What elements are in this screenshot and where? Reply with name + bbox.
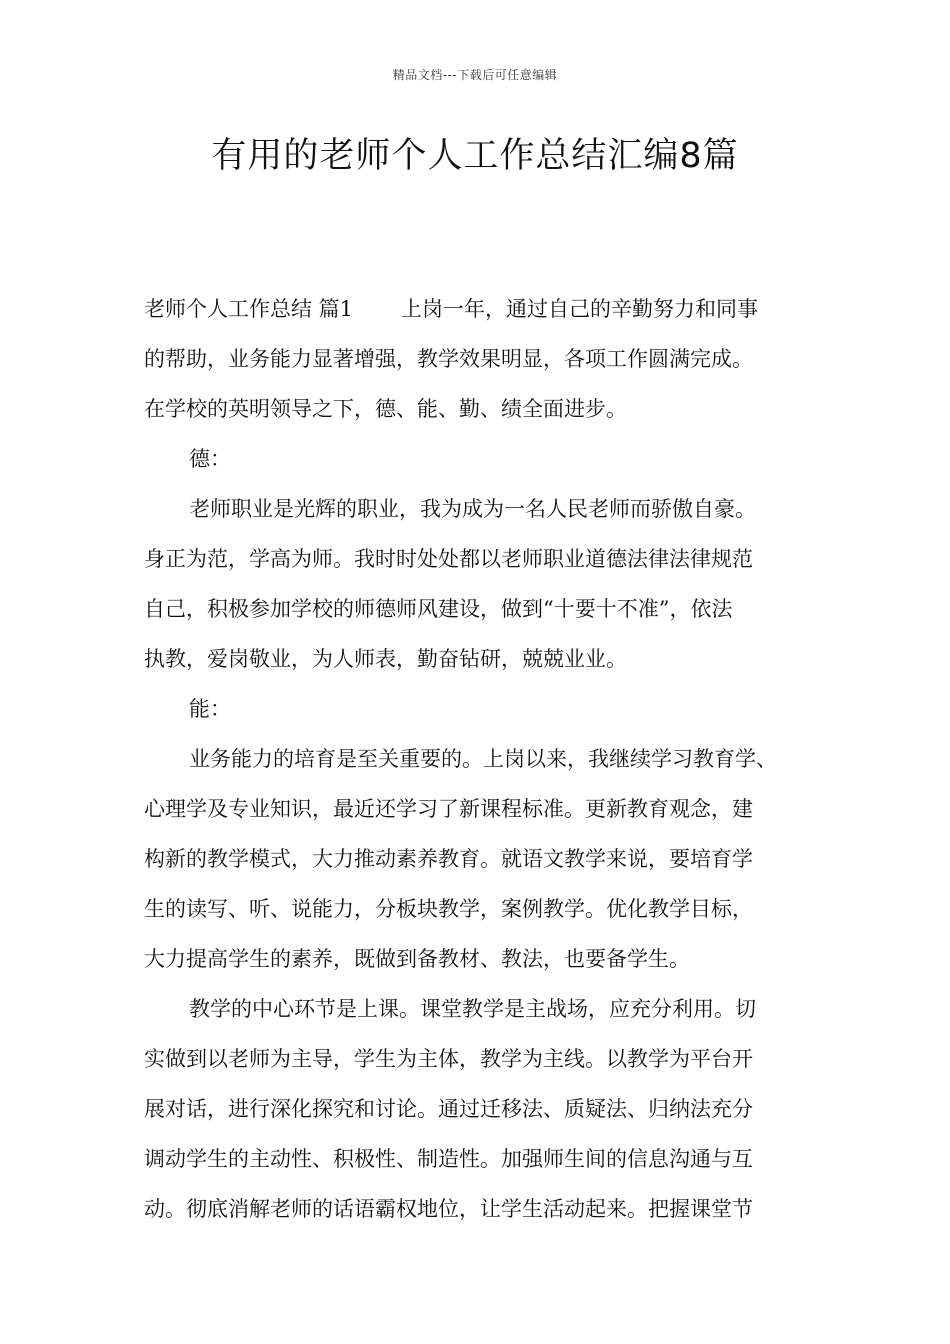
paragraph-line: 在学校的英明领导之下，德、能、勤、绩全面进步。	[144, 397, 627, 421]
page-title: 有用的老师个人工作总结汇编8篇	[211, 136, 739, 176]
subheading-de: 德：	[189, 447, 231, 471]
paragraph-line: 老师职业是光辉的职业，我为成为一名人民老师而骄傲自豪。	[189, 497, 756, 521]
paragraph-line: 实做到以老师为主导，学生为主体，教学为主线。以教学为平台开	[144, 1047, 753, 1071]
paragraph-line: 教学的中心环节是上课。课堂教学是主战场，应充分利用。切	[189, 997, 756, 1021]
document-body	[144, 284, 814, 1234]
paragraph-line: 自己，积极参加学校的师德师风建设，做到“十要十不准”，依法	[144, 597, 733, 621]
subheading-neng: 能：	[189, 697, 231, 721]
paragraph-line: 身正为范，学高为师。我时时处处都以老师职业道德法律法律规范	[144, 547, 753, 571]
paragraph-line: 业务能力的培育是至关重要的。上岗以来，我继续学习教育学、	[189, 747, 777, 771]
paragraph-text: 上岗一年，通过自己的辛勤努力和同事	[401, 297, 759, 321]
section-heading-inline: 老师个人工作总结 篇1	[144, 297, 354, 321]
paragraph-line: 构新的教学模式，大力推动素养教育。就语文教学来说，要培育学	[144, 847, 753, 871]
paragraph-line: 大力提高学生的素养，既做到备教材、教法，也要备学生。	[144, 947, 690, 971]
paragraph-line: 执教，爱岗敬业，为人师表，勤奋钻研，兢兢业业。	[144, 647, 627, 671]
paragraph-line: 的帮助，业务能力显著增强，教学效果明显，各项工作圆满完成。	[144, 347, 753, 371]
paragraph-line: 调动学生的主动性、积极性、制造性。加强师生间的信息沟通与互	[144, 1147, 753, 1171]
paragraph-line: 生的读写、听、说能力，分板块教学，案例教学。优化教学目标，	[144, 897, 753, 921]
paragraph-line: 心理学及专业知识，最近还学习了新课程标准。更新教育观念，建	[144, 797, 753, 821]
paragraph-line: 展对话，进行深化探究和讨论。通过迁移法、质疑法、归纳法充分	[144, 1097, 753, 1121]
paragraph-line	[144, 284, 814, 334]
header-note: 精品文档---下载后可任意编辑	[392, 68, 558, 82]
paragraph-line: 动。彻底消解老师的话语霸权地位，让学生活动起来。把握课堂节	[144, 1197, 753, 1221]
